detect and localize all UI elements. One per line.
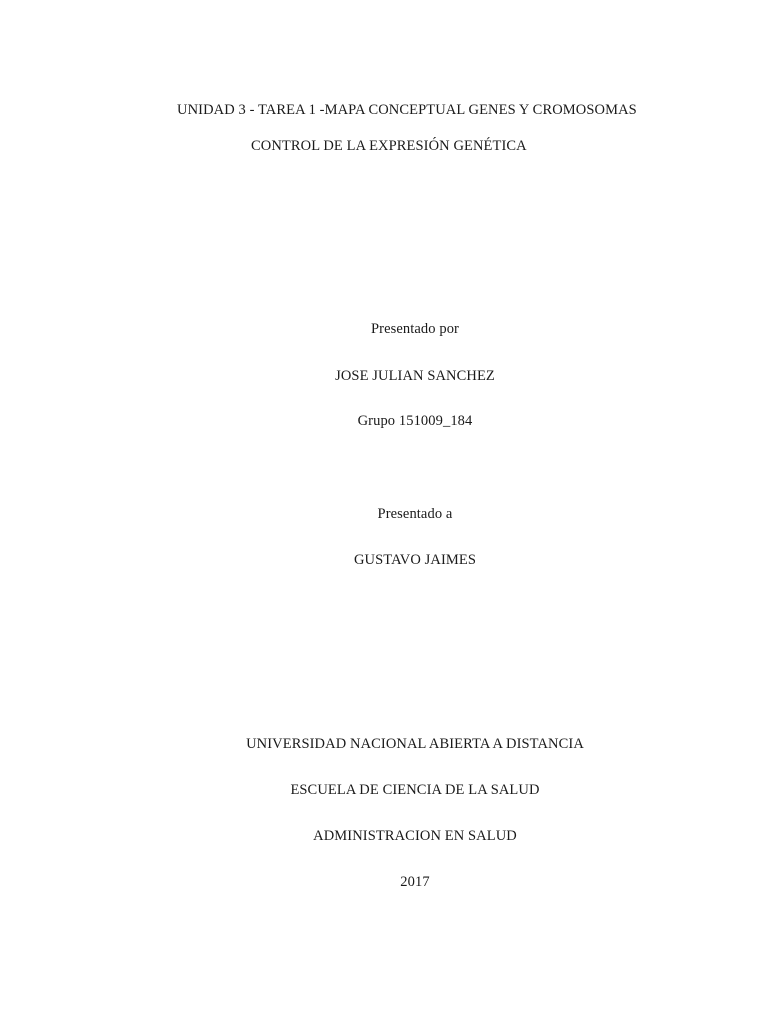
- document-title: UNIDAD 3 - TAREA 1 -MAPA CONCEPTUAL GENES Y CROMOSOMAS: [177, 102, 637, 118]
- program-name: ADMINISTRACION EN SALUD: [313, 828, 517, 844]
- document-subtitle: CONTROL DE LA EXPRESIÓN GENÉTICA: [251, 138, 527, 154]
- group-code: Grupo 151009_184: [357, 413, 473, 429]
- presented-to-label: Presentado a: [377, 506, 453, 522]
- teacher-name: GUSTAVO JAIMES: [353, 552, 477, 568]
- student-name: JOSE JULIAN SANCHEZ: [335, 368, 495, 384]
- document-year: 2017: [400, 874, 430, 890]
- university-name: UNIVERSIDAD NACIONAL ABIERTA A DISTANCIA: [246, 736, 584, 752]
- presented-by-label: Presentado por: [371, 321, 459, 337]
- school-name: ESCUELA DE CIENCIA DE LA SALUD: [290, 782, 540, 798]
